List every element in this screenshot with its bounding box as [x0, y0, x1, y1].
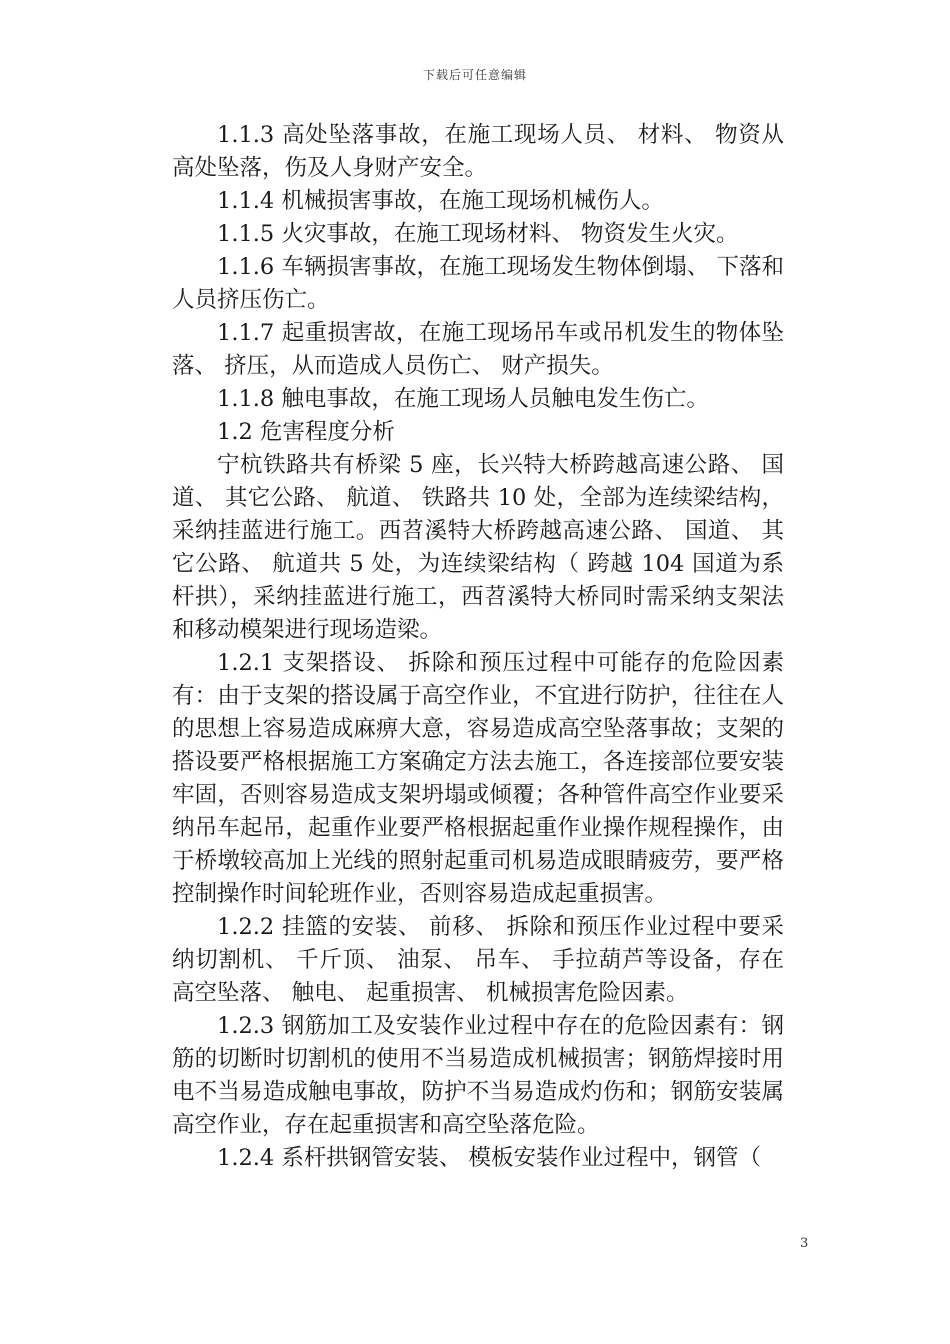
section-heading-1-2: 1.2 危害程度分析 — [217, 419, 395, 445]
page-header: 下载后可任意编辑 — [422, 68, 527, 82]
paragraph-1-1-7: 1.1.7 起重损害故，在施工现场吊车或吊机发生的物体坠落、 挤压，从而造成人员伤亡、 财产损失。 — [172, 320, 784, 379]
paragraph-1-2-2: 1.2.2 挂篮的安装、 前移、 拆除和预压作业过程中要采纳切割机、 千斤顶、 油泵、 吊车、 手拉葫芦等设备，存在高空坠落、 触电、 起重损害、 机械损害危险因素。 — [172, 914, 784, 1006]
paragraph-1-2-4: 1.2.4 系杆拱钢管安装、 模板安装作业过程中，钢管（ — [217, 1145, 762, 1171]
paragraph-1-1-8: 1.1.8 触电事故，在施工现场人员触电发生伤亡。 — [217, 386, 709, 412]
page-number: 3 — [800, 1236, 809, 1251]
paragraph-1-2-1: 1.2.1 支架搭设、 拆除和预压过程中可能存的危险因素有：由于支架的搭设属于高空作业，不宜进行防护，往往在人的思想上容易造成麻痹大意，容易造成高空坠落事故；支架的搭设要严格根据施工方案确定方法去施工，各连接部位要安装牢固，否则容易造成支架坍塌或倾覆；各种管件高空作业要采纳吊车起吊，起重作业要严格根据起重作业操作规程操作，由于桥墩较高加上光线的照射起重司机易造成眼睛疲劳，要严格控制操作时间轮班作业，否则容易造成起重损害。 — [172, 650, 784, 907]
paragraph-1-1-4: 1.1.4 机械损害事故，在施工现场机械伤人。 — [217, 188, 664, 214]
paragraph-1-1-3: 1.1.3 高处坠落事故，在施工现场人员、 材料、 物资从高处坠落，伤及人身财产安全。 — [172, 122, 784, 181]
paragraph-1-1-6: 1.1.6 车辆损害事故，在施工现场发生物体倒塌、 下落和人员挤压伤亡。 — [172, 254, 784, 313]
paragraph-bridges-overview: 宁杭铁路共有桥梁 5 座，长兴特大桥跨越高速公路、 国道、 其它公路、 航道、 铁路共 10 处，全部为连续梁结构，采纳挂蓝进行施工。西苕溪特大桥跨越高速公路、 国道、 其它公路、 航道共 5 处，为连续梁结构（ 跨越 104 国道为系杆拱），采纳挂蓝进行施工，西苕溪特大桥同时需采纳支架法和移动模架进行现场造梁。 — [172, 452, 784, 643]
paragraph-1-2-3: 1.2.3 钢筋加工及安装作业过程中存在的危险因素有：钢筋的切断时切割机的使用不当易造成机械损害；钢筋焊接时用电不当易造成触电事故，防护不当易造成灼伤和；钢筋安装属高空作业，存在起重损害和高空坠落危险。 — [172, 1013, 784, 1138]
paragraph-1-1-5: 1.1.5 火灾事故，在施工现场材料、 物资发生火灾。 — [217, 221, 739, 247]
document-body — [172, 119, 784, 1175]
